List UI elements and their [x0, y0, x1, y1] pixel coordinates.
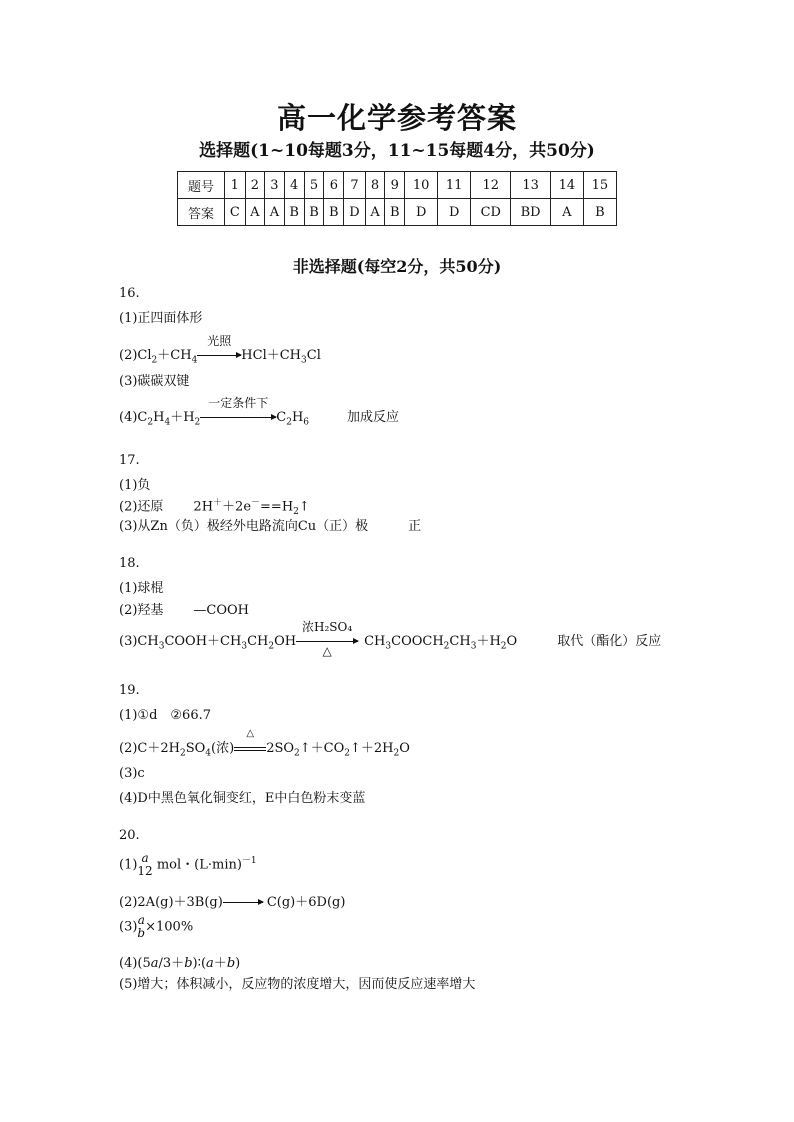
section-choice-title: 选择题(1~10每题3分，11~15每题4分，共50分) [199, 141, 595, 161]
question-number-cell: 8 [365, 172, 385, 199]
answer-cell: A [265, 199, 285, 226]
question-number-cell: 12 [471, 172, 511, 199]
q18-answer-3: $(3)CH_3COOH+CH_3CH_2OH$ 浓H₂SO₄ △ $CH_3COOCH_2CH_3+H_2O$ 取代（酯化）反应 [119, 620, 662, 658]
q16-answer-3: (3)碳碳双键 [119, 374, 190, 389]
answer-cell: D [438, 199, 471, 226]
question-number-cell: 15 [583, 172, 616, 199]
q16-answer-1: (1)正四面体形 [119, 311, 203, 326]
answer-cell: B [583, 199, 616, 226]
page-title: 高一化学参考答案 [276, 101, 517, 135]
question-number-cell: 7 [344, 172, 366, 199]
question-number-cell: 13 [511, 172, 550, 199]
reversible-arrow [223, 895, 263, 910]
answer-cell: B [304, 199, 324, 226]
q20-answer-5: (5)增大；体积减小，反应物的浓度增大，因而使反应速率增大 [119, 977, 476, 992]
section-free-title: 非选择题(每空2分，共50分) [292, 257, 502, 276]
fraction: a b [137, 913, 146, 940]
answer-cell: B [284, 199, 304, 226]
answer-cell: CD [471, 199, 511, 226]
question-number-cell: 6 [324, 172, 344, 199]
answer-cell: B [385, 199, 405, 226]
question-number-cell: 10 [405, 172, 438, 199]
q18-answer-2: (2)羟基 —COOH [119, 603, 250, 618]
question-number-cell: 5 [304, 172, 324, 199]
q17-answer-3: (3)从Zn（负）极经外电路流向Cu（正）极 正 [119, 519, 422, 534]
answer-cell: D [344, 199, 366, 226]
answer-cell: B [324, 199, 344, 226]
q19-answer-1: (1)①d ②66.7 [119, 708, 211, 723]
q16-answer-2: $(2)Cl_2+CH_4$ 光照 $HCl+CH_3Cl$ [119, 334, 321, 366]
q19-answer-4: (4)D中黑色氧化铜变红，E中白色粉末变蓝 [119, 791, 366, 806]
q16-answer-4: $(4)C_2H_4+H_2$ 一定条件下 $C_2H_6$ 加成反应 [119, 396, 400, 428]
question-number-cell: 1 [225, 172, 246, 199]
q20-answer-2: (2)2A(g)＋3B(g) C(g)＋6D(g) [119, 895, 346, 910]
answer-cell: A [550, 199, 583, 226]
q17-answer-1: (1)负 [119, 478, 151, 493]
answer-table [177, 171, 617, 226]
table-row-numbers [178, 172, 617, 199]
q20-answer-3: (3) a b ×100% [119, 913, 194, 940]
q19-number: 19. [119, 683, 140, 698]
fraction: a 12 [137, 851, 153, 878]
question-number-cell: 14 [550, 172, 583, 199]
table-row-answers [178, 199, 617, 226]
answer-cell: BD [511, 199, 550, 226]
q19-answer-2: $(2)C+2H_2SO_4$(浓) △ $2SO_2↑+CO_2↑+2H_2O$ [119, 728, 410, 759]
question-number-cell: 11 [438, 172, 471, 199]
reaction-arrow: 光照 [197, 348, 241, 363]
q18-number: 18. [119, 556, 140, 571]
q20-answer-1: (1) a 12 mol・$(L\cdot\min)^{-1}$ [119, 851, 257, 878]
reaction-arrow: 浓H₂SO₄ △ [296, 634, 358, 649]
reaction-equals: △ [234, 741, 266, 756]
row-label: 题号 [178, 172, 225, 199]
question-number-cell: 2 [245, 172, 265, 199]
answer-cell: D [405, 199, 438, 226]
q16-number: 16. [119, 286, 140, 301]
answer-cell: A [245, 199, 265, 226]
row-label: 答案 [178, 199, 225, 226]
question-number-cell: 4 [284, 172, 304, 199]
q17-number: 17. [119, 453, 140, 468]
reaction-arrow: 一定条件下 [200, 410, 276, 425]
answer-cell: A [365, 199, 385, 226]
q19-answer-3: (3)c [119, 766, 145, 781]
q20-number: 20. [119, 828, 140, 843]
answer-cell: C [225, 199, 246, 226]
q18-answer-1: (1)球棍 [119, 581, 164, 596]
q17-answer-2: (2)还原 $2H^++2e^-==H_2↑$ [119, 498, 310, 517]
q20-answer-4: (4)(5a/3＋b)∶(a＋b) [119, 956, 241, 971]
question-number-cell: 9 [385, 172, 405, 199]
question-number-cell: 3 [265, 172, 285, 199]
